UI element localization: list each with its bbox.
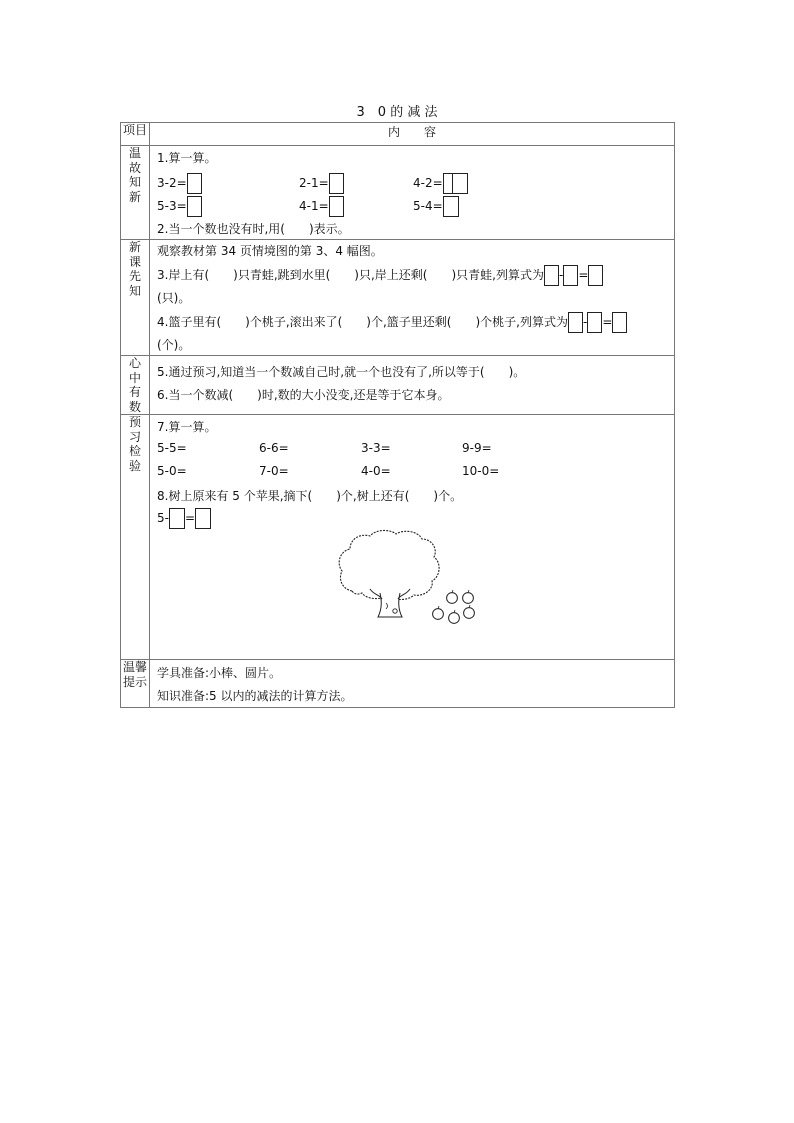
apple-icon xyxy=(463,593,474,604)
check-eq: 10-0= xyxy=(462,464,500,478)
check-eq: 9-9= xyxy=(462,441,492,455)
newlesson-section xyxy=(121,240,675,356)
check-section xyxy=(121,415,675,660)
check-q8: 8.树上原来有 5 个苹果,摘下( )个,树上还有( )个。 xyxy=(157,489,463,503)
header-row xyxy=(121,123,675,146)
answer-box[interactable] xyxy=(329,173,344,194)
newlesson-label: 新课先知 xyxy=(121,240,150,356)
tips-tools: 学具准备:小棒、圆片。 xyxy=(157,666,282,680)
apple-tree-illustration xyxy=(336,529,476,629)
review-eq-6: 5-4= xyxy=(413,196,459,217)
review-q2: 2.当一个数也没有时,用( )表示。 xyxy=(157,222,350,236)
answer-box[interactable] xyxy=(544,265,559,286)
check-label: 预习检验 xyxy=(121,415,150,660)
newlesson-q3: 3.岸上有( )只青蛙,跳到水里( )只,岸上还剩( )只青蛙,列算式为 - = xyxy=(157,265,603,286)
review-eq-4: 5-3= xyxy=(157,196,202,217)
review-section xyxy=(121,146,675,240)
insight-section xyxy=(121,356,675,415)
tips-section xyxy=(121,660,675,708)
check-eq: 5-5= xyxy=(157,441,187,455)
answer-box[interactable] xyxy=(563,265,578,286)
insight-q6: 6.当一个数减( )时,数的大小没变,还是等于它本身。 xyxy=(157,388,450,402)
fallen-apples xyxy=(433,593,475,624)
answer-box[interactable] xyxy=(587,312,602,333)
apple-icon xyxy=(433,609,444,620)
newlesson-content xyxy=(150,240,675,356)
check-eq: 4-0= xyxy=(361,464,391,478)
answer-box[interactable] xyxy=(329,196,344,217)
check-content xyxy=(150,415,675,660)
answer-box[interactable] xyxy=(452,173,468,194)
tree-trunk xyxy=(378,593,402,617)
tips-knowledge: 知识准备:5 以内的减法的计算方法。 xyxy=(157,689,353,703)
check-q7: 7.算一算。 xyxy=(157,420,217,434)
review-eq-3: 4-2= xyxy=(413,173,468,194)
tips-content xyxy=(150,660,675,708)
answer-box[interactable] xyxy=(187,196,202,217)
check-q8-equation: 5- = xyxy=(157,508,211,529)
newlesson-q4: 4.篮子里有( )个桃子,滚出来了( )个,篮子里还剩( )个桃子,列算式为 - = xyxy=(157,312,627,333)
worksheet-table xyxy=(120,122,675,708)
insight-label: 心中有数 xyxy=(121,356,150,415)
apple-icon xyxy=(449,613,460,624)
answer-box[interactable] xyxy=(612,312,627,333)
answer-box[interactable] xyxy=(588,265,603,286)
tree-crown xyxy=(339,530,439,599)
review-content xyxy=(150,146,675,240)
newlesson-intro: 观察教材第 34 页情境图的第 3、4 幅图。 xyxy=(157,244,383,258)
page-title: 3 0 的 减 法 xyxy=(356,105,438,120)
review-eq-1: 3-2= xyxy=(157,173,202,194)
answer-box[interactable] xyxy=(568,312,583,333)
check-eq: 5-0= xyxy=(157,464,187,478)
check-eq: 7-0= xyxy=(259,464,289,478)
header-content: 内 容 xyxy=(150,123,675,146)
check-eq: 6-6= xyxy=(259,441,289,455)
tips-label: 温馨提示 xyxy=(121,660,150,708)
answer-box[interactable] xyxy=(195,508,211,529)
review-q1: 1.算一算。 xyxy=(157,151,217,165)
apple-icon xyxy=(447,593,458,604)
insight-content xyxy=(150,356,675,415)
answer-box[interactable] xyxy=(187,173,202,194)
apple-icon xyxy=(464,608,475,619)
answer-box[interactable] xyxy=(443,196,459,217)
newlesson-q4-unit: (个)。 xyxy=(157,338,191,352)
review-label: 温故知新 xyxy=(121,146,150,240)
review-eq-5: 4-1= xyxy=(299,196,344,217)
newlesson-q3-unit: (只)。 xyxy=(157,291,191,305)
check-eq: 3-3= xyxy=(361,441,391,455)
review-eq-2: 2-1= xyxy=(299,173,344,194)
answer-box[interactable] xyxy=(169,508,185,529)
header-item: 项目 xyxy=(121,123,150,146)
insight-q5: 5.通过预习,知道当一个数减自己时,就一个也没有了,所以等于( )。 xyxy=(157,365,526,379)
